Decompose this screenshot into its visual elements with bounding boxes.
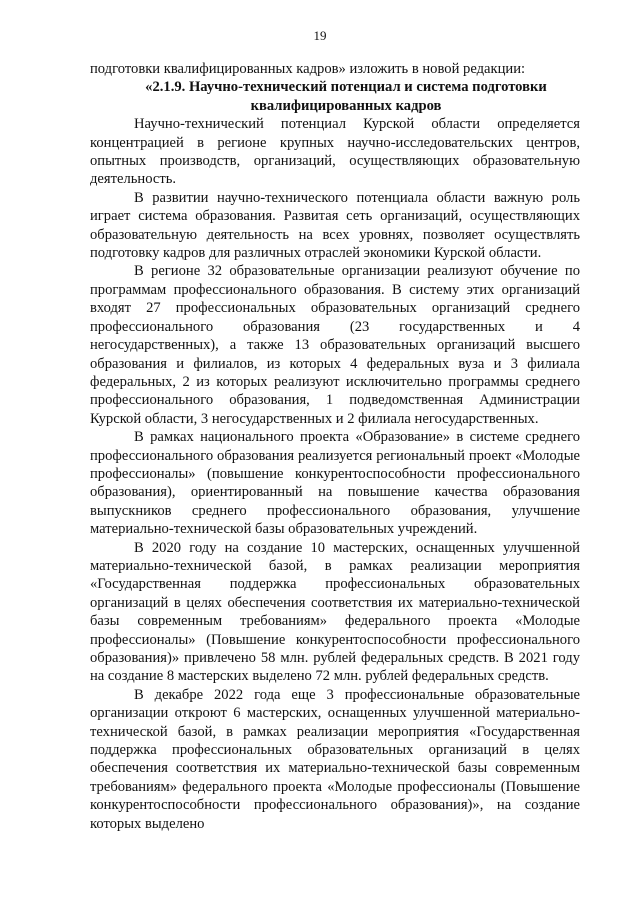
paragraph-6: В декабре 2022 года еще 3 профессиональные образовательные организации откроют 6 мастерских, оснащенных улучшенной материально-технической базой, в рамках реализации мероприятия «Государственная поддержка профессиональных образовательных организаций в целях обеспечения соответствия их материально-технической базы современным требованиям» федерального проекта «Молодые профессионалы (Повышение конкурентоспособности профессионального образования)», на создание которых выделено (90, 686, 580, 832)
page-number: 19 (313, 28, 327, 43)
document-body (90, 60, 580, 833)
intro-line: подготовки квалифицированных кадров» изложить в новой редакции: (90, 61, 526, 77)
paragraph-2: В развитии научно-технического потенциала области важную роль играет система образования. Развитая сеть организаций, осуществляющих образовательную деятельность на всех уровнях, позволяет осуществлять подготовку кадров для различных отраслей экономики Курской области. (90, 189, 580, 262)
paragraph-5: В 2020 году на создание 10 мастерских, оснащенных улучшенной материально-технической базой, в рамках реализации мероприятия «Государственная поддержка профессиональных образовательных организаций в целях обеспечения соответствия их материально-технической базы современным требованиям» федерального проекта «Молодые профессионалы» (Повышение конкурентоспособности профессионального образования)» привлечено 58 млн. рублей федеральных средств. В 2021 году на создание 8 мастерских выделено 72 млн. рублей федеральных средств. (90, 539, 580, 685)
paragraph-3: В регионе 32 образовательные организации реализуют обучение по программам профессионального образования. В систему этих организаций входят 27 профессиональных образовательных организаций среднего профессионального образования (23 государственных и 4 негосударственных), а также 13 образовательных организаций высшего образования и филиалов, из которых 4 федеральных вуза и 3 филиала федеральных, 2 из которых реализуют исключительно программы среднего профессионального образования, 1 подведомственная Администрации Курской области, 3 негосударственных и 2 филиала негосударственных. (90, 263, 580, 427)
section-heading: «2.1.9. Научно-технический потенциал и система подготовки квалифицированных кадров (145, 79, 547, 114)
paragraph-4: В рамках национального проекта «Образование» в системе среднего профессионального образования реализуется региональный проект «Молодые профессионалы» (повышение конкурентоспособности профессионального образования), ориентированный на повышение качества образования выпускников среднего профессионального образования, улучшение материально-технической базы образовательных учреждений. (90, 429, 580, 538)
paragraph-1: Научно-технический потенциал Курской области определяется концентрацией в регионе крупных научно-исследовательских центров, опытных производств, организаций, осуществляющих образовательную деятельность. (90, 116, 580, 188)
